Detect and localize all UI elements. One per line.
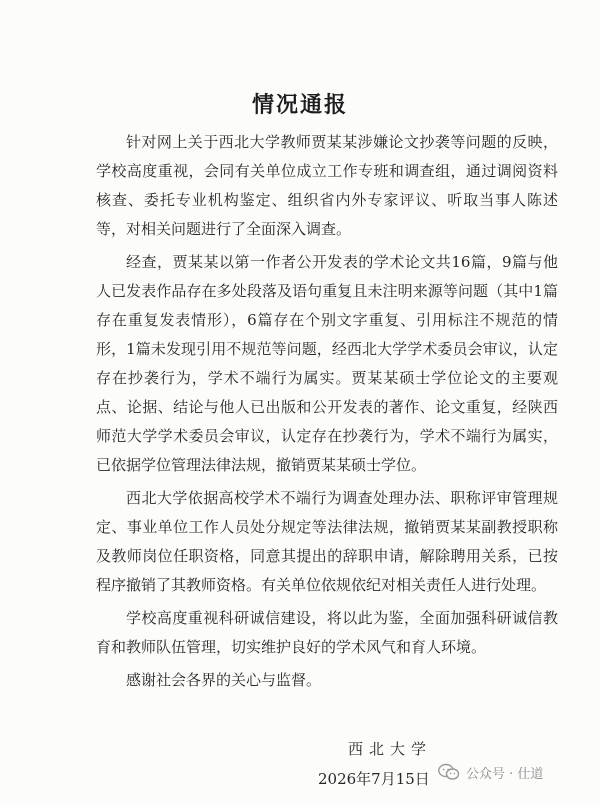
signature: 西北大学 xyxy=(348,740,433,758)
paragraph: 西北大学依据高校学术不端行为调查处理办法、职称评审管理规定、事业单位工作人员处分规定等法律法规，撤销贾某某副教授职称及教师岗位任职资格，同意其提出的辞职申请，解除聘用关系，已按程序撤销了其教师资格。有关单位依规依纪对相关责任人进行处理。 xyxy=(96,489,558,594)
paragraph: 感谢社会各界的关心与监督。 xyxy=(126,671,322,689)
watermark-text: 公众号 · 仕道 xyxy=(466,766,544,782)
date: 2026年7月15日 xyxy=(318,770,430,788)
document-title: 情况通报 xyxy=(251,92,348,118)
wechat-icon xyxy=(438,763,460,781)
paragraph: 学校高度重视科研诚信建设，将以此为鉴，全面加强科研诚信教育和教师队伍管理，切实维护良好的学术风气和育人环境。 xyxy=(96,609,558,656)
document-body xyxy=(96,128,558,699)
watermark xyxy=(438,760,543,784)
paragraph: 经查，贾某某以第一作者公开发表的学术论文共16篇，9篇与他人已发表作品存在多处段落及语句重复且未注明来源等问题（其中1篇存在重复发表情形），6篇存在个别文字重复、引用标注不规范的情形，1篇未发现引用不规范等问题，经西北大学学术委员会审议，认定存在抄袭行为，学术不端行为属实。贾某某硕士学位论文的主要观点、论据、结论与他人已出版和公开发表的著作、论文重复，经陕西师范大学学术委员会审议，认定存在抄袭行为，学术不端行为属实，已依据学位管理法律法规，撤销贾某某硕士学位。 xyxy=(96,253,558,474)
paragraph: 针对网上关于西北大学教师贾某某涉嫌论文抄袭等问题的反映，学校高度重视，会同有关单位成立工作专班和调查组，通过调阅资料核查、委托专业机构鉴定、组织省内外专家评议、听取当事人陈述等，对相关问题进行了全面深入调查。 xyxy=(96,133,558,238)
